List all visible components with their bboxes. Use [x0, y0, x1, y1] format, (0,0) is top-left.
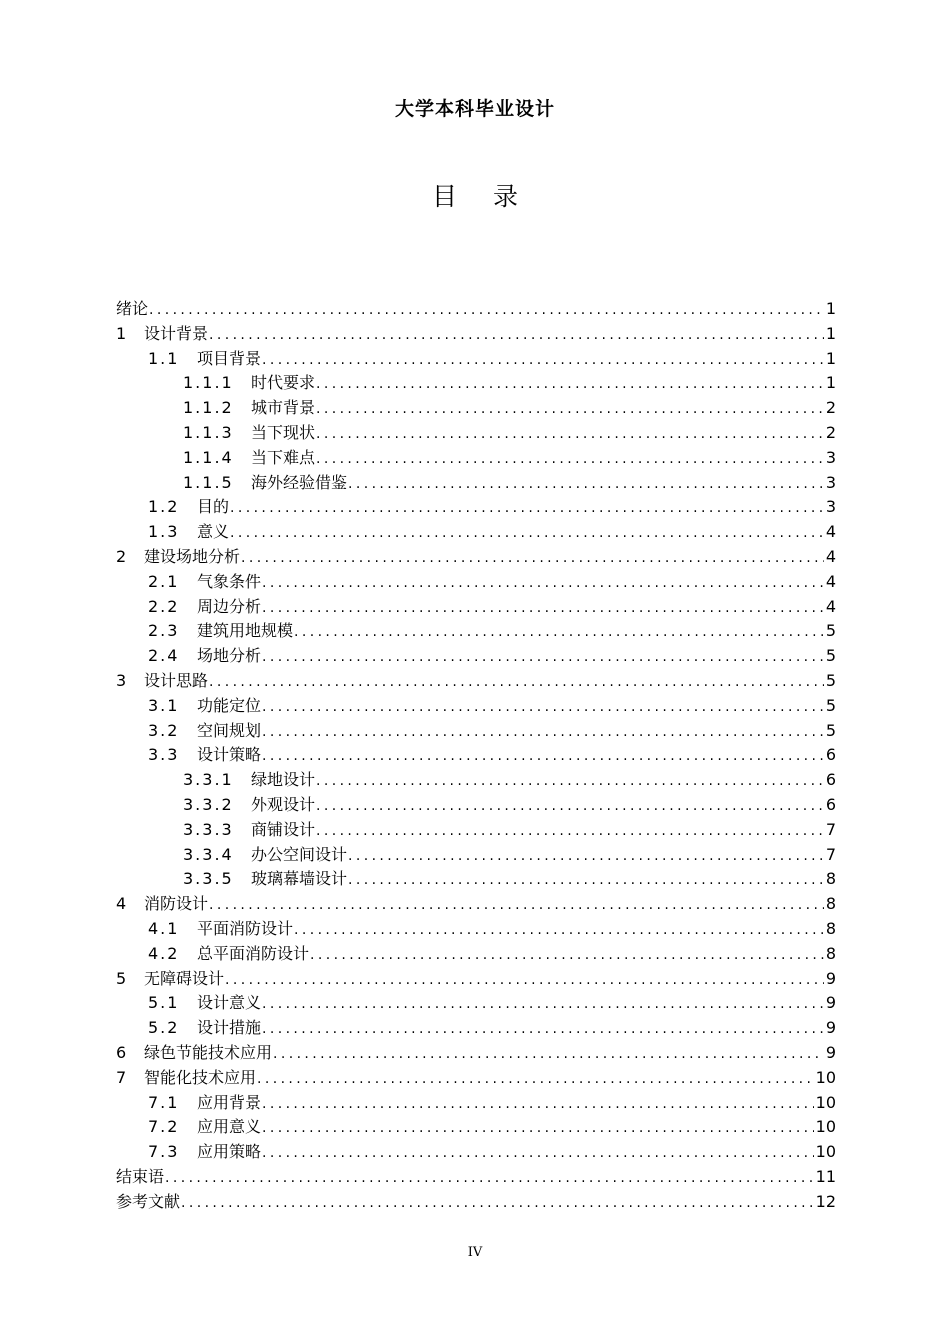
toc-entry-number: 2.2: [148, 596, 180, 616]
dot-leader: [262, 570, 824, 596]
toc-entry-title: 应用策略: [197, 1142, 262, 1162]
toc-entry-page: 2: [825, 422, 836, 442]
toc-entry-number: 1.1.1: [183, 373, 234, 393]
toc-entry-number: 2: [116, 546, 127, 566]
dot-leader: [262, 991, 824, 1017]
dot-leader: [230, 520, 824, 546]
toc-entry-page: 1: [825, 373, 836, 393]
toc-entry-page: 9: [825, 993, 836, 1013]
dot-leader: [316, 818, 824, 844]
toc-entry-page: 12: [815, 1191, 836, 1211]
dot-leader: [149, 297, 824, 323]
toc-entry-title: 功能定位: [197, 695, 262, 715]
toc-entry-page: 8: [825, 869, 836, 889]
dot-leader: [348, 843, 824, 869]
dot-leader: [225, 967, 824, 993]
dot-leader: [165, 1165, 814, 1191]
dot-leader: [230, 495, 824, 521]
toc-entry-page: 9: [825, 968, 836, 988]
toc-entry-page: 3: [825, 472, 836, 492]
dot-leader: [310, 942, 824, 968]
toc-entry[interactable]: [116, 719, 836, 744]
toc-entry-title: 设计措施: [197, 1018, 262, 1038]
toc-entry-title: 应用背景: [197, 1092, 262, 1112]
toc-entry-number: 3.3.1: [183, 770, 234, 790]
toc-entry-number: 2.4: [148, 646, 180, 666]
toc-entry-page: 10: [815, 1092, 836, 1112]
toc-entry-page: 8: [825, 918, 836, 938]
toc-entry[interactable]: [116, 297, 836, 322]
toc-entry-title: 周边分析: [197, 596, 262, 616]
toc-entry-page: 3: [825, 497, 836, 517]
toc-entry-title: 场地分析: [197, 646, 262, 666]
toc-entry-number: 1.1.4: [183, 447, 234, 467]
toc-entry-number: 3: [116, 670, 127, 690]
toc-entry-number: 3.3.3: [183, 819, 234, 839]
toc-entry[interactable]: [116, 1066, 836, 1091]
toc-entry-page: 7: [825, 844, 836, 864]
toc-entry[interactable]: [116, 371, 836, 396]
toc-entry[interactable]: [116, 1115, 836, 1140]
toc-entry[interactable]: [116, 743, 836, 768]
dot-leader: [262, 1016, 824, 1042]
toc-entry-title: 绿地设计: [251, 770, 316, 790]
toc-entry-page: 4: [825, 522, 836, 542]
toc-entry-title: 设计背景: [144, 323, 209, 343]
dot-leader: [262, 644, 824, 670]
toc-entry[interactable]: [116, 446, 836, 471]
toc-entry[interactable]: [116, 1190, 836, 1215]
toc-entry[interactable]: [116, 1165, 836, 1190]
toc-entry-title: 平面消防设计: [197, 918, 294, 938]
toc-entry[interactable]: [116, 793, 836, 818]
toc-entry-title: 时代要求: [251, 373, 316, 393]
toc-entry[interactable]: [116, 347, 836, 372]
toc-entry-page: 5: [825, 670, 836, 690]
toc-entry-number: 2.3: [148, 621, 180, 641]
dot-leader: [316, 396, 824, 422]
toc-entry-page: 5: [825, 621, 836, 641]
toc-entry[interactable]: [116, 818, 836, 843]
dot-leader: [348, 867, 824, 893]
toc-entry-number: 4.2: [148, 943, 180, 963]
toc-entry[interactable]: [116, 669, 836, 694]
toc-entry-title: 设计思路: [144, 670, 209, 690]
toc-entry-page: 10: [815, 1117, 836, 1137]
toc-entry-number: 5: [116, 968, 127, 988]
table-of-contents: [116, 297, 836, 1214]
dot-leader: [262, 1091, 814, 1117]
toc-entry-title: 当下现状: [251, 422, 316, 442]
toc-entry[interactable]: [116, 917, 836, 942]
toc-entry-title: 项目背景: [197, 348, 262, 368]
toc-entry-page: 2: [825, 398, 836, 418]
toc-entry[interactable]: [116, 595, 836, 620]
toc-entry[interactable]: [116, 1140, 836, 1165]
toc-entry-page: 5: [825, 720, 836, 740]
toc-entry-page: 6: [825, 770, 836, 790]
toc-entry-page: 9: [825, 1042, 836, 1062]
toc-entry-title: 智能化技术应用: [144, 1067, 257, 1087]
toc-entry[interactable]: [116, 1041, 836, 1066]
toc-entry-title: 玻璃幕墙设计: [251, 869, 348, 889]
toc-entry[interactable]: [116, 768, 836, 793]
toc-entry-number: 1.1.5: [183, 472, 234, 492]
dot-leader: [262, 1140, 814, 1166]
dot-leader: [316, 421, 824, 447]
toc-entry-page: 5: [825, 695, 836, 715]
toc-entry-title: 建筑用地规模: [197, 621, 294, 641]
dot-leader: [257, 1066, 814, 1092]
toc-entry-number: 1.3: [148, 522, 180, 542]
toc-entry-page: 1: [825, 348, 836, 368]
toc-entry-page: 9: [825, 1018, 836, 1038]
toc-entry[interactable]: [116, 495, 836, 520]
dot-leader: [294, 619, 824, 645]
toc-entry-title: 建设场地分析: [144, 546, 241, 566]
dot-leader: [209, 892, 824, 918]
toc-entry-title: 参考文献: [116, 1191, 181, 1211]
toc-entry-title: 消防设计: [144, 894, 209, 914]
toc-entry[interactable]: [116, 991, 836, 1016]
toc-entry-title: 设计策略: [197, 745, 262, 765]
toc-entry-page: 11: [815, 1166, 836, 1186]
dot-leader: [209, 322, 824, 348]
toc-entry-number: 7.3: [148, 1142, 180, 1162]
document-header: 大学本科毕业设计: [394, 98, 555, 120]
toc-entry[interactable]: [116, 619, 836, 644]
toc-entry-number: 1.1: [148, 348, 180, 368]
toc-entry-number: 5.1: [148, 993, 180, 1013]
toc-entry-page: 3: [825, 447, 836, 467]
toc-entry-title: 目的: [197, 497, 230, 517]
toc-entry-page: 5: [825, 646, 836, 666]
toc-entry-number: 3.2: [148, 720, 180, 740]
toc-entry[interactable]: [116, 892, 836, 917]
toc-entry-page: 4: [825, 596, 836, 616]
dot-leader: [262, 694, 824, 720]
dot-leader: [262, 595, 824, 621]
toc-entry-number: 1.2: [148, 497, 180, 517]
toc-entry-title: 绿色节能技术应用: [144, 1042, 273, 1062]
toc-entry-number: 4.1: [148, 918, 180, 938]
dot-leader: [241, 545, 824, 571]
toc-entry-title: 空间规划: [197, 720, 262, 740]
toc-entry-page: 10: [815, 1142, 836, 1162]
toc-entry-page: 6: [825, 745, 836, 765]
toc-entry-page: 8: [825, 943, 836, 963]
toc-entry-title: 商铺设计: [251, 819, 316, 839]
page-number: IV: [467, 1245, 483, 1260]
toc-entry-page: 10: [815, 1067, 836, 1087]
toc-entry-title: 总平面消防设计: [197, 943, 310, 963]
dot-leader: [262, 1115, 814, 1141]
toc-entry[interactable]: [116, 545, 836, 570]
toc-entry[interactable]: [116, 967, 836, 992]
toc-entry-page: 1: [825, 299, 836, 318]
dot-leader: [294, 917, 824, 943]
dot-leader: [348, 471, 824, 497]
toc-entry-number: 1.1.2: [183, 398, 234, 418]
toc-entry-title: 当下难点: [251, 447, 316, 467]
toc-entry[interactable]: [116, 843, 836, 868]
toc-entry-title: 海外经验借鉴: [251, 472, 348, 492]
toc-entry-title: 绪论: [116, 299, 149, 318]
toc-entry-number: 3.3: [148, 745, 180, 765]
toc-entry-page: 7: [825, 819, 836, 839]
toc-entry-page: 4: [825, 546, 836, 566]
toc-entry-number: 3.1: [148, 695, 180, 715]
toc-entry-title: 意义: [197, 522, 230, 542]
toc-entry-title: 无障碍设计: [144, 968, 225, 988]
toc-entry[interactable]: [116, 520, 836, 545]
toc-entry-title: 外观设计: [251, 794, 316, 814]
toc-entry-page: 8: [825, 894, 836, 914]
toc-entry[interactable]: [116, 396, 836, 421]
toc-entry[interactable]: [116, 322, 836, 347]
toc-entry-page: 1: [825, 323, 836, 343]
toc-entry-number: 1.1.3: [183, 422, 234, 442]
toc-entry[interactable]: [116, 1016, 836, 1041]
toc-entry[interactable]: [116, 421, 836, 446]
toc-entry-title: 应用意义: [197, 1117, 262, 1137]
toc-entry-number: 7.2: [148, 1117, 180, 1137]
toc-entry-number: 6: [116, 1042, 127, 1062]
toc-entry[interactable]: [116, 867, 836, 892]
dot-leader: [273, 1041, 824, 1067]
toc-entry-number: 7: [116, 1067, 127, 1087]
toc-entry[interactable]: [116, 471, 836, 496]
toc-entry-title: 城市背景: [251, 398, 316, 418]
toc-entry-title: 结束语: [116, 1166, 165, 1186]
toc-entry-number: 1: [116, 323, 127, 343]
dot-leader: [316, 446, 824, 472]
dot-leader: [262, 719, 824, 745]
toc-entry-number: 3.3.2: [183, 794, 234, 814]
toc-entry[interactable]: [116, 694, 836, 719]
toc-entry[interactable]: [116, 1091, 836, 1116]
dot-leader: [316, 768, 824, 794]
toc-entry-number: 7.1: [148, 1092, 180, 1112]
toc-entry-number: 3.3.5: [183, 869, 234, 889]
dot-leader: [316, 371, 824, 397]
dot-leader: [316, 793, 824, 819]
toc-entry-number: 5.2: [148, 1018, 180, 1038]
dot-leader: [262, 347, 824, 373]
toc-entry-page: 4: [825, 571, 836, 591]
toc-entry-title: 办公空间设计: [251, 844, 348, 864]
dot-leader: [181, 1190, 814, 1216]
dot-leader: [209, 669, 824, 695]
toc-entry-number: 3.3.4: [183, 844, 234, 864]
toc-entry-title: 设计意义: [197, 993, 262, 1013]
page-title: 目 录: [432, 182, 532, 211]
toc-entry-number: 4: [116, 894, 127, 914]
toc-entry-page: 6: [825, 794, 836, 814]
toc-entry[interactable]: [116, 942, 836, 967]
toc-entry[interactable]: [116, 644, 836, 669]
toc-entry-title: 气象条件: [197, 571, 262, 591]
toc-entry-number: 2.1: [148, 571, 180, 591]
dot-leader: [262, 743, 824, 769]
toc-entry[interactable]: [116, 570, 836, 595]
